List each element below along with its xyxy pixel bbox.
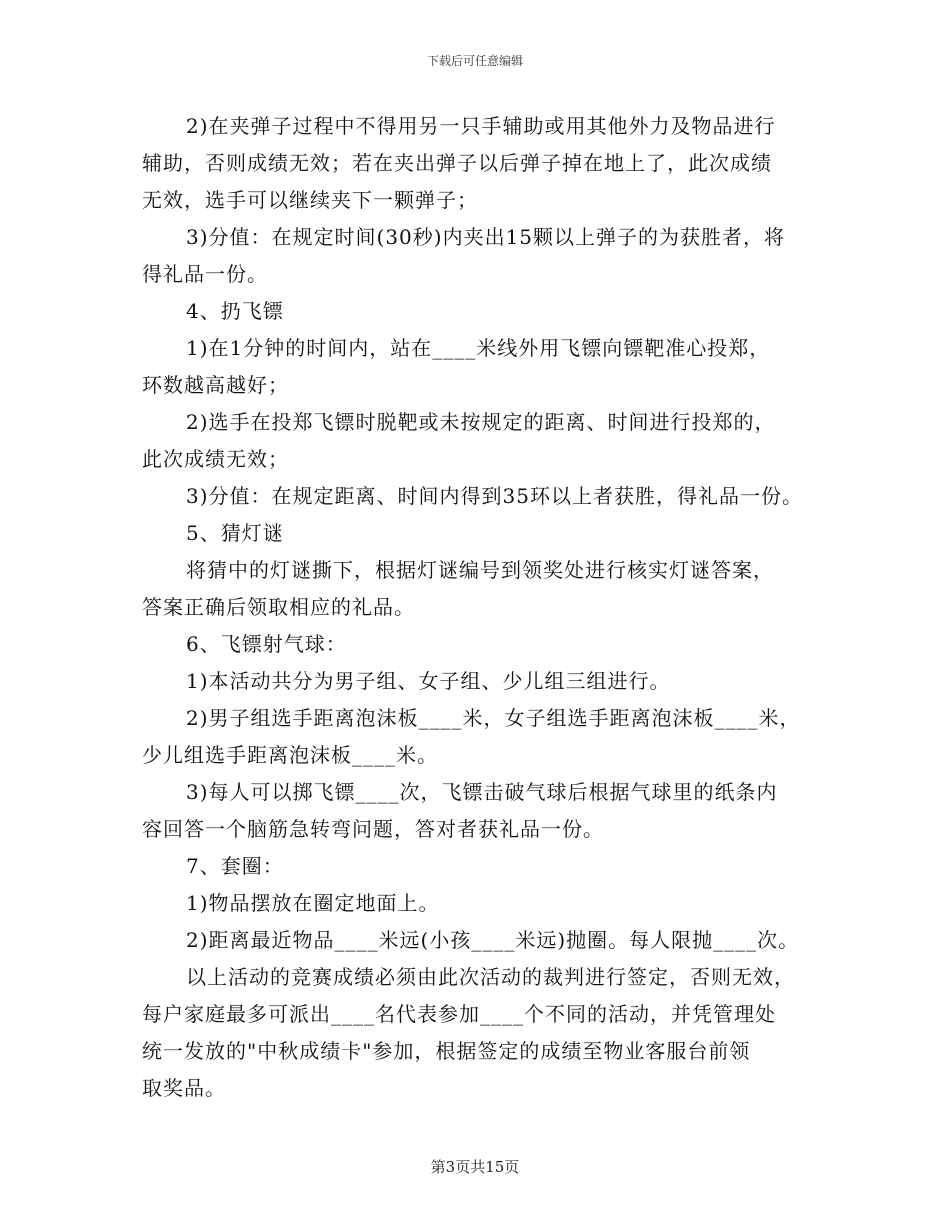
- document-line: 少儿组选手距离泡沫板____米。: [142, 743, 438, 767]
- document-line: 容回答一个脑筋急转弯问题，答对者获礼品一份。: [142, 817, 604, 841]
- page-header: 下载后可任意编辑: [426, 54, 523, 68]
- document-line: 3)每人可以掷飞镖____次，飞镖击破气球后根据气球里的纸条内: [186, 780, 778, 804]
- document-line: 3)分值：在规定距离、时间内得到35环以上者获胜，得礼品一份。: [186, 484, 803, 508]
- document-line: 每户家庭最多可派出____名代表参加____个不同的活动，并凭管理处: [142, 1002, 776, 1026]
- document-line: 以上活动的竞赛成绩必须由此次活动的裁判进行签定，否则无效，: [186, 965, 795, 989]
- document-line: 1)物品摆放在圈定地面上。: [186, 891, 440, 915]
- document-line: 无效，选手可以继续夹下一颗弹子；: [142, 188, 478, 212]
- document-line: 2)距离最近物品____米远(小孩____米远)抛圈。每人限抛____次。: [186, 928, 800, 952]
- document-line: 1)本活动共分为男子组、女子组、少儿组三组进行。: [186, 669, 671, 693]
- document-line: 得礼品一份。: [142, 262, 268, 286]
- document-line: 5、猜灯谜: [186, 521, 284, 545]
- page-number: 第3页共15页: [430, 1158, 520, 1176]
- document-line: 7、套圈：: [186, 854, 284, 878]
- document-line: 将猜中的灯谜撕下，根据灯谜编号到领奖处进行核实灯谜答案，: [186, 558, 774, 582]
- document-line: 6、飞镖射气球：: [186, 632, 347, 656]
- document-line: 辅助，否则成绩无效；若在夹出弹子以后弹子掉在地上了，此次成绩: [142, 151, 772, 175]
- document-line: 环数越高越好；: [142, 373, 289, 397]
- document-line: 2)选手在投郑飞镖时脱靶或未按规定的距离、时间进行投郑的，: [186, 410, 776, 434]
- document-line: 1)在1分钟的时间内，站在____米线外用飞镖向镖靶准心投郑，: [186, 336, 771, 360]
- document-body: [142, 108, 822, 1107]
- document-line: 答案正确后领取相应的礼品。: [142, 595, 415, 619]
- document-line: 统一发放的"中秋成绩卡"参加，根据签定的成绩至物业客服台前领: [142, 1039, 751, 1063]
- document-line: 2)在夹弹子过程中不得用另一只手辅助或用其他外力及物品进行: [186, 114, 776, 138]
- document-line: 3)分值：在规定时间(30秒)内夹出15颗以上弹子的为获胜者，将: [186, 225, 786, 249]
- document-line: 2)男子组选手距离泡沫板____米，女子组选手距离泡沫板____米，: [186, 706, 801, 730]
- document-line: 4、扔飞镖: [186, 299, 284, 323]
- document-line: 此次成绩无效；: [142, 447, 289, 471]
- document-line: 取奖品。: [142, 1076, 226, 1100]
